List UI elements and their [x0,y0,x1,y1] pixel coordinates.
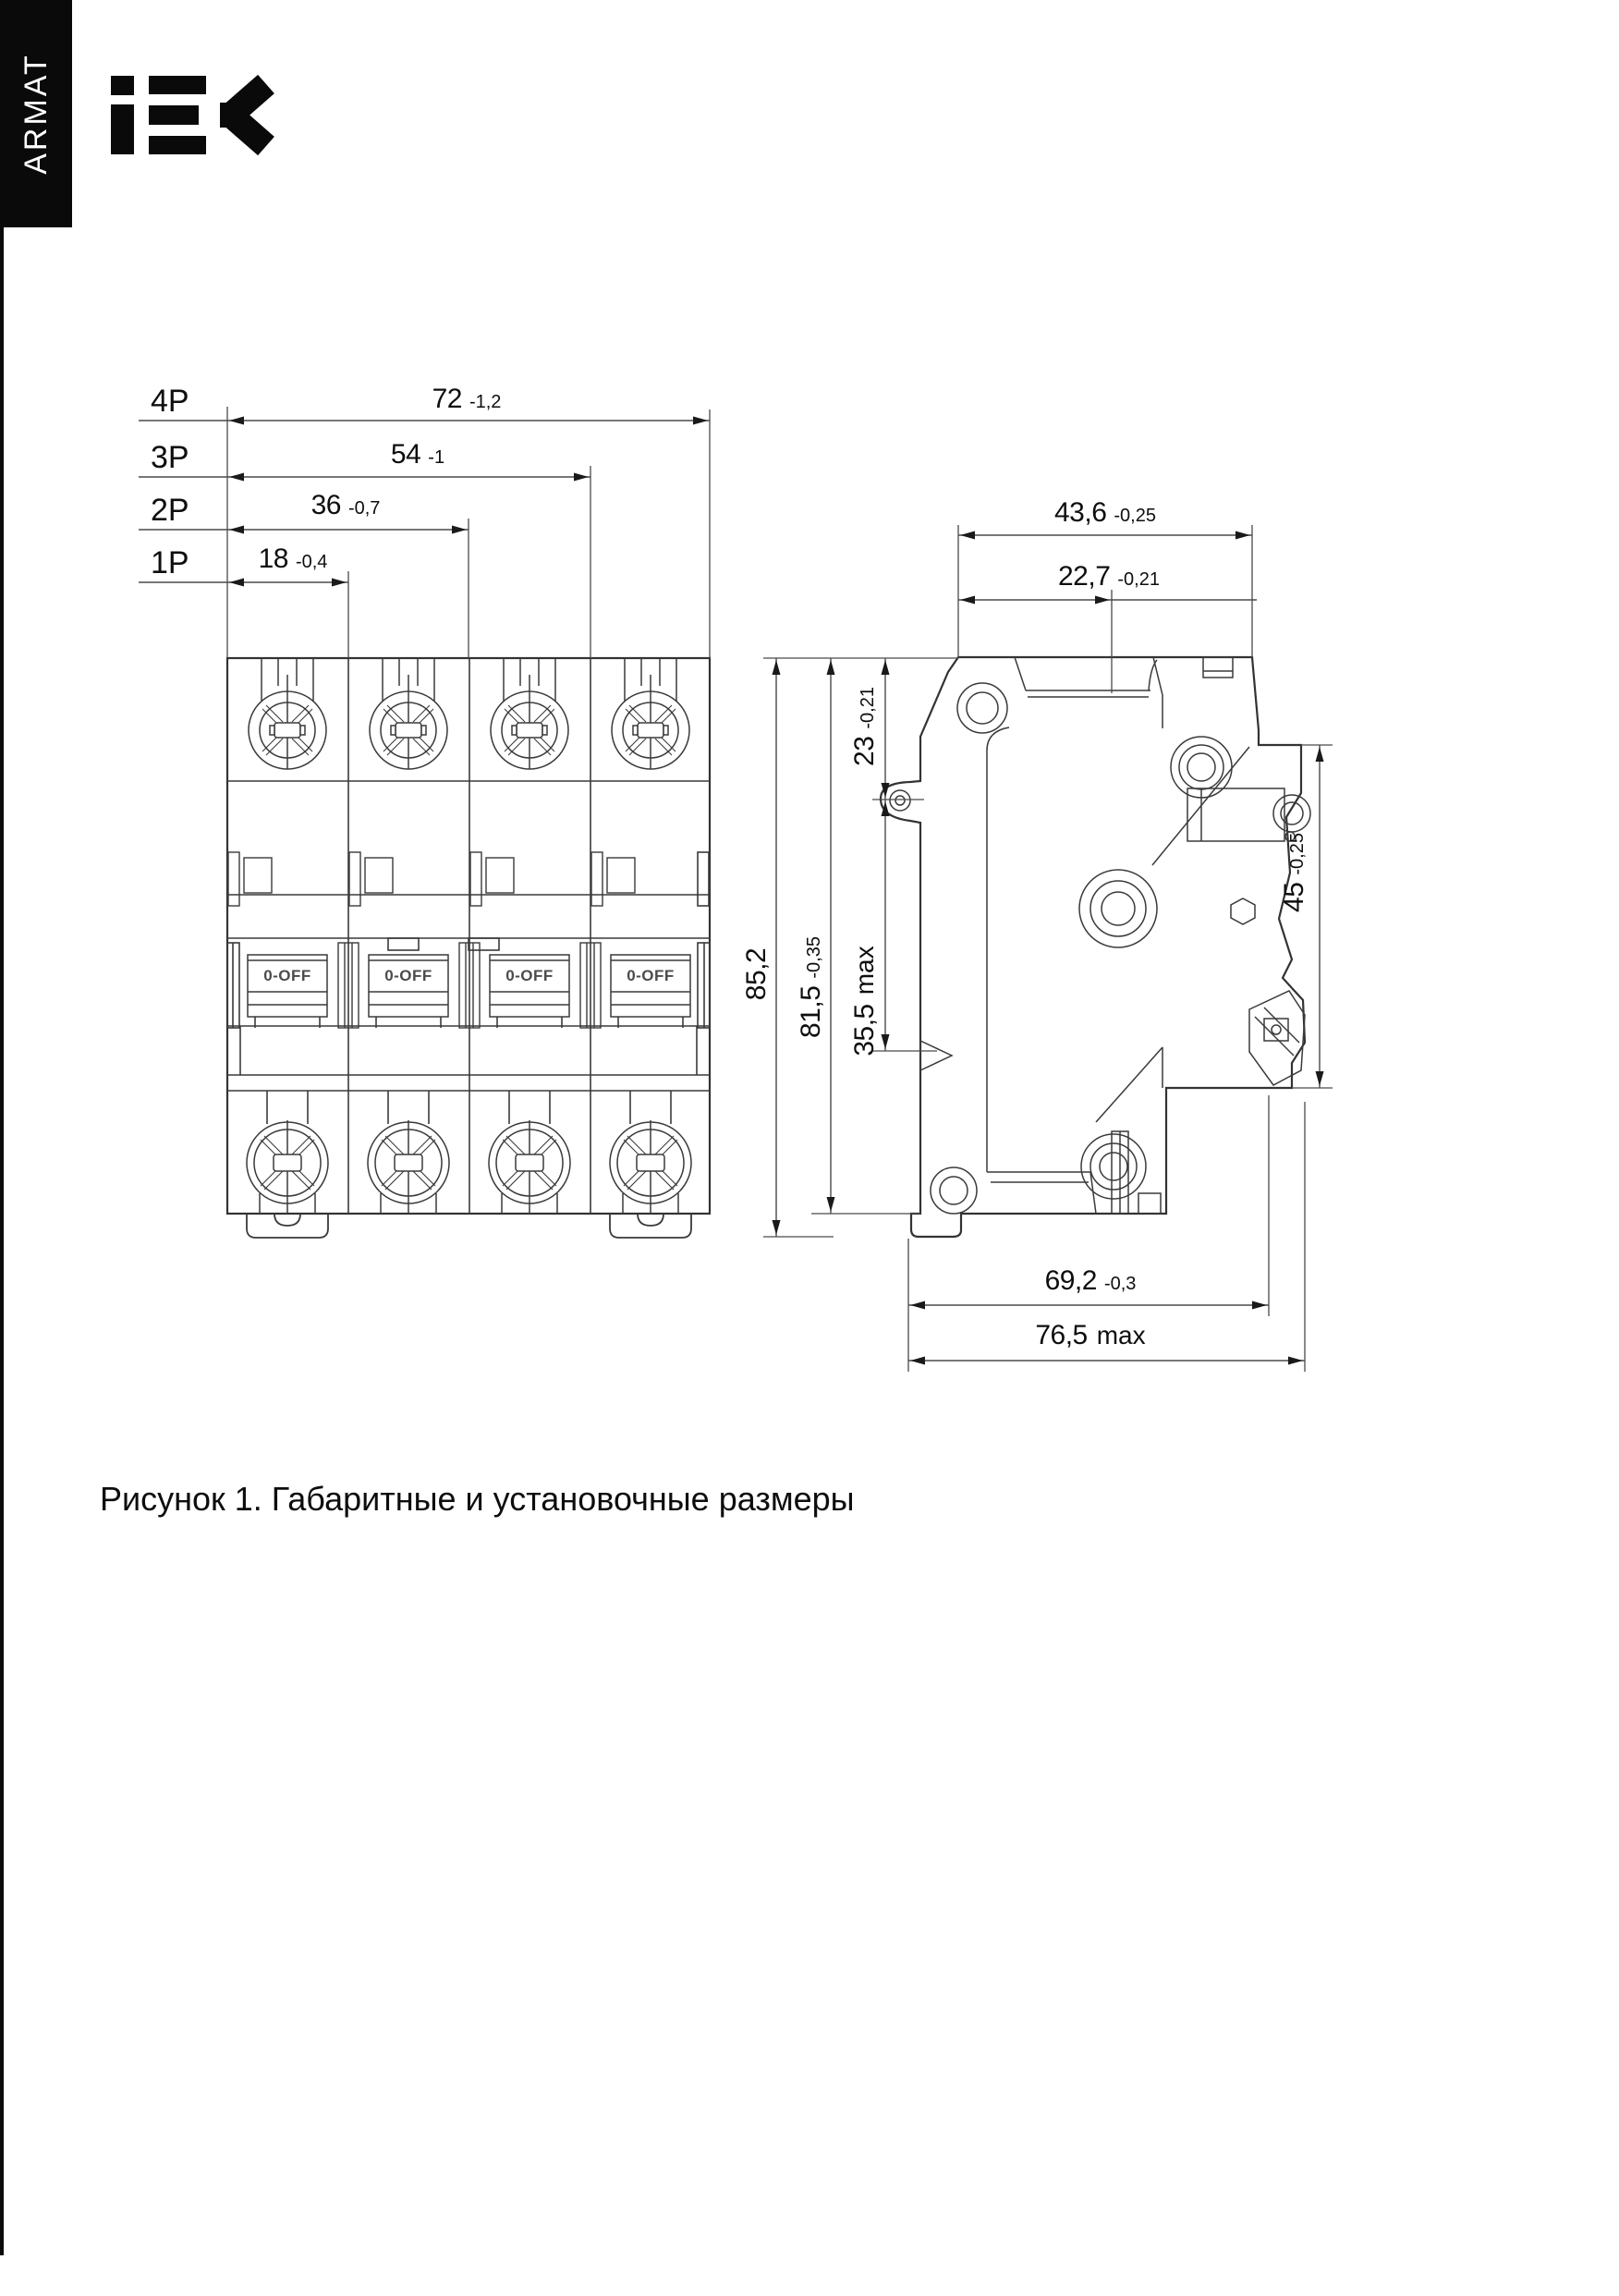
terminal-screw-bottom [368,1120,449,1214]
side-view-drawing [881,657,1310,1237]
side-body-outline [881,657,1305,1237]
terminal-screw-bottom [247,1120,328,1214]
dim-width-1p: 18 -0,4 [258,543,328,574]
latch-clip [470,852,514,906]
dim-depth-handle: 22,7 -0,21 [1058,561,1160,592]
pole-label-4p: 4P [151,384,189,419]
latch-clip [228,852,272,906]
dim-width-4p: 72 -1,2 [432,384,502,414]
dim-width-2p: 36 -0,7 [310,490,381,520]
dim-height-body: 81,5 -0,35 [796,936,826,1038]
terminal-screw-bottom [610,1120,691,1214]
mounting-foot [610,1214,691,1238]
front-view-drawing [227,658,710,1238]
dim-height-total: 85,2 [741,947,772,1001]
figure-caption: Рисунок 1. Габаритные и установочные размеры [100,1480,855,1518]
terminal-screw-top [370,658,447,769]
latch-clip [349,852,393,906]
handle-label: 0-OFF [627,967,675,984]
terminal-screw-top [491,658,568,769]
dim-height-45: 45 -0,25 [1279,833,1309,912]
mounting-foot [247,1214,328,1238]
terminal-screw-top [249,658,326,769]
front-body-outline [227,658,710,1214]
dim-front-23: 23 -0,21 [849,687,880,766]
terminal-screw-top [612,658,689,769]
din-clip-tip [920,1041,952,1070]
pole-label-2p: 2P [151,493,189,528]
dim-width-3p: 54 -1 [390,439,445,470]
handle-label: 0-OFF [384,967,432,984]
handle-label: 0-OFF [505,967,554,984]
dim-depth-top: 43,6 -0,25 [1054,497,1156,528]
brand-sidebar-label: ARMAT [18,53,54,175]
pole-label-3p: 3P [151,440,189,475]
latch-clip [591,852,635,906]
handle-label: 0-OFF [263,967,311,984]
dim-depth-mount: 69,2 -0,3 [1044,1265,1137,1296]
terminal-screw-bottom [489,1120,570,1214]
dim-din-depth-max: 35,5 max [849,946,880,1056]
dim-depth-max: 76,5 max [1035,1320,1146,1350]
pole-label-1p: 1P [151,545,189,580]
